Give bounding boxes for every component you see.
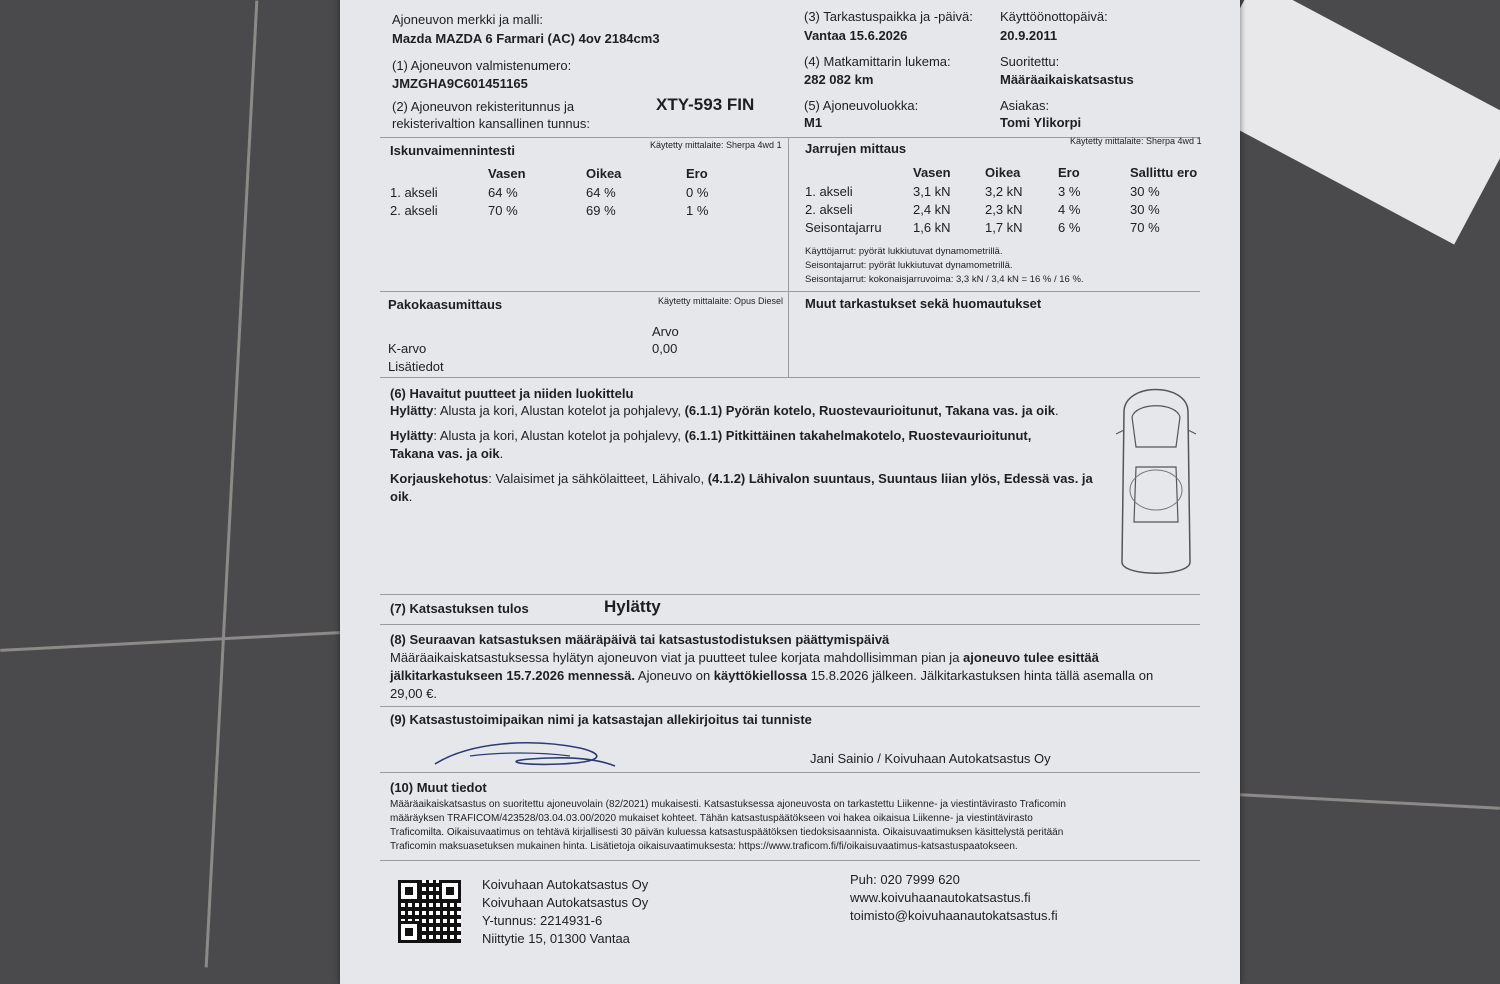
performed-value: Määräaikaiskatsastus — [1000, 72, 1134, 87]
brakes-cell: 1,7 kN — [985, 220, 1023, 235]
shock-cell: 0 % — [686, 185, 709, 200]
brakes-cell: 3,1 kN — [913, 184, 951, 199]
company-address: Niittytie 15, 01300 Vantaa — [482, 931, 630, 946]
brakes-note: Seisontajarrut: pyörät lukkiutuvat dynamometrillä. — [805, 260, 1013, 271]
make-value: Mazda MAZDA 6 Farmari (AC) 4ov 2184cm3 — [392, 31, 660, 46]
shock-header-right: Oikea — [586, 166, 622, 181]
place-date-label: (3) Tarkastuspaikka ja -päivä: — [804, 9, 973, 24]
brakes-note: Seisontajarrut: kokonaisjarruvoima: 3,3 kN / 3,4 kN = 16 % / 16 %. — [805, 274, 1084, 285]
registration-number: XTY-593 FIN — [656, 95, 755, 114]
divider — [380, 772, 1200, 773]
company-name: Koivuhaan Autokatsastus Oy — [482, 895, 649, 910]
exhaust-title: Pakokaasumittaus — [388, 297, 503, 312]
defect-item-continued: oik. — [390, 489, 413, 504]
result-value: Hylätty — [604, 597, 661, 616]
brakes-row-label: 1. akseli — [805, 184, 853, 199]
extra-info-label: Lisätiedot — [388, 359, 444, 374]
k-value: 0,00 — [652, 341, 678, 356]
other-info-line: Traficomilta. Oikaisuvaatimus on tehtävä kirjallisesti 30 päivän kuluessa katsastuspäätöksen tiedoksisaannista. Oikaisuvaatimuksen käsittelystä peritään — [390, 827, 1064, 838]
qr-code — [398, 880, 461, 943]
first-use-label: Käyttöönottopäivä: — [1000, 9, 1108, 24]
brakes-cell: 70 % — [1130, 220, 1160, 235]
brakes-title: Jarrujen mittaus — [805, 141, 907, 156]
place-date-value: Vantaa 15.6.2026 — [804, 28, 908, 43]
brakes-row-label: 2. akseli — [805, 202, 853, 217]
car-diagram — [1106, 372, 1206, 584]
reg-label-line2: rekisterivaltion kansallinen tunnus: — [392, 116, 590, 131]
other-info-line: määräyksen TRAFICOM/423528/03.04.03.00/2020 mukaiset kohteet. Tähän katsastuspäätökseen voi hakea oikaisua Liikenne- ja viestintävirasto — [390, 813, 1033, 824]
brakes-header-left: Vasen — [913, 165, 951, 180]
brakes-device: Käytetty mittalaite: Sherpa 4wd 1 — [1070, 136, 1202, 146]
shock-header-left: Vasen — [488, 166, 526, 181]
floor-tile-seam — [205, 1, 259, 968]
brakes-header-diff: Ero — [1058, 165, 1080, 180]
odometer-label: (4) Matkamittarin lukema: — [804, 54, 951, 69]
reg-label-line1: (2) Ajoneuvon rekisteritunnus ja — [392, 99, 575, 114]
brakes-cell: 3 % — [1058, 184, 1081, 199]
brakes-note: Käyttöjarrut: pyörät lukkiutuvat dynamometrillä. — [805, 246, 1003, 257]
brakes-cell: 30 % — [1130, 202, 1160, 217]
brakes-cell: 2,3 kN — [985, 202, 1023, 217]
shock-header-diff: Ero — [686, 166, 708, 181]
shock-cell: 69 % — [586, 203, 616, 218]
make-label: Ajoneuvon merkki ja malli: — [392, 12, 544, 27]
odometer-value: 282 082 km — [804, 72, 874, 87]
shock-title: Iskunvaimennintesti — [390, 143, 515, 158]
defect-item: Hylätty: Alusta ja kori, Alustan kotelot ja pohjalevy, (6.1.1) Pyörän kotelo, Ruostevaurioitunut, Takana vas. ja oik. — [390, 403, 1059, 418]
shock-row-label: 2. akseli — [390, 203, 438, 218]
vin-value: JMZGHA9C601451165 — [392, 76, 528, 91]
divider — [380, 594, 1200, 595]
vehicle-class-label: (5) Ajoneuvoluokka: — [804, 98, 919, 113]
customer-label: Asiakas: — [1000, 98, 1050, 113]
defect-item: Hylätty: Alusta ja kori, Alustan kotelot ja pohjalevy, (6.1.1) Pitkittäinen takahelmakotelo, Ruostevaurioitunut, — [390, 428, 1032, 443]
signature-title: (9) Katsastustoimipaikan nimi ja katsastajan allekirjoitus tai tunniste — [390, 712, 812, 727]
brakes-header-allowed: Sallittu ero — [1130, 165, 1198, 180]
divider — [380, 706, 1200, 707]
shock-row-label: 1. akseli — [390, 185, 438, 200]
brakes-cell: 3,2 kN — [985, 184, 1023, 199]
next-inspection-text: Määräaikaiskatsastuksessa hylätyn ajoneuvon viat ja puutteet tulee korjata mahdollisimman pian ja ajoneuvo tulee esittää — [390, 650, 1099, 665]
divider — [380, 291, 1200, 292]
other-info-line: Traficomin maksuasetuksen mukainen hinta. Lisätietoja oikaisuvaatimuksesta: https://www.traficom.fi/fi/oikaisuvaatimus-katsastuspaatokseen. — [390, 841, 1018, 852]
shock-device: Käytetty mittalaite: Sherpa 4wd 1 — [650, 140, 782, 150]
handwritten-signature — [430, 734, 620, 774]
column-divider — [788, 137, 789, 377]
defect-item: Korjauskehotus: Valaisimet ja sähkölaitteet, Lähivalo, (4.1.2) Lähivalon suuntaus, Suuntaus liian ylös, Edessä vas. ja — [390, 471, 1093, 486]
brakes-row-label: Seisontajarru — [805, 220, 882, 235]
k-value-label: K-arvo — [388, 341, 427, 356]
brakes-cell: 2,4 kN — [913, 202, 951, 217]
customer-value: Tomi Ylikorpi — [1000, 115, 1082, 130]
divider — [380, 624, 1200, 625]
performed-label: Suoritettu: — [1000, 54, 1060, 69]
company-name: Koivuhaan Autokatsastus Oy — [482, 877, 649, 892]
exhaust-device: Käytetty mittalaite: Opus Diesel — [658, 296, 784, 306]
brakes-cell: 30 % — [1130, 184, 1160, 199]
next-inspection-price: 29,00 €. — [390, 686, 437, 701]
other-info-line: Määräaikaiskatsastus on suoritettu ajoneuvolain (82/2021) mukaisesti. Katsastuksessa ajoneuvosta on tarkastettu Liikenne- ja viestintävirasto Traficomin — [390, 799, 1066, 810]
company-phone: Puh: 020 7999 620 — [850, 872, 960, 887]
defect-item-continued: Takana vas. ja oik. — [390, 446, 504, 461]
shock-cell: 64 % — [488, 185, 518, 200]
floor-tile-seam — [1240, 793, 1500, 810]
exhaust-value-header: Arvo — [652, 324, 679, 339]
vin-label: (1) Ajoneuvon valmistenumero: — [392, 58, 572, 73]
divider — [380, 377, 1200, 378]
other-info-title: (10) Muut tiedot — [390, 780, 487, 795]
vehicle-class-value: M1 — [804, 115, 823, 130]
next-inspection-text: jälkitarkastukseen 15.7.2026 mennessä. Ajoneuvo on käyttökiellossa 15.8.2026 jälkeen. Jälkitarkastuksen hinta tällä asemalla on — [390, 668, 1154, 683]
shock-cell: 64 % — [586, 185, 616, 200]
divider — [380, 860, 1200, 861]
company-email: toimisto@koivuhaanautokatsastus.fi — [850, 908, 1058, 923]
defects-title: (6) Havaitut puutteet ja niiden luokittelu — [390, 386, 634, 401]
floor-tile-seam — [0, 631, 340, 652]
shock-cell: 1 % — [686, 203, 709, 218]
first-use-value: 20.9.2011 — [1000, 28, 1058, 43]
next-inspection-title: (8) Seuraavan katsastuksen määräpäivä tai katsastustodistuksen päättymispäivä — [390, 632, 890, 647]
result-label: (7) Katsastuksen tulos — [390, 601, 529, 616]
brakes-cell: 6 % — [1058, 220, 1081, 235]
business-id: Y-tunnus: 2214931-6 — [482, 913, 603, 928]
inspector-name: Jani Sainio / Koivuhaan Autokatsastus Oy — [810, 751, 1051, 766]
brakes-cell: 4 % — [1058, 202, 1081, 217]
brakes-cell: 1,6 kN — [913, 220, 951, 235]
brakes-header-right: Oikea — [985, 165, 1021, 180]
inspection-document — [340, 0, 1240, 984]
company-website: www.koivuhaanautokatsastus.fi — [850, 890, 1031, 905]
shock-cell: 70 % — [488, 203, 518, 218]
other-checks-title: Muut tarkastukset sekä huomautukset — [805, 296, 1042, 311]
